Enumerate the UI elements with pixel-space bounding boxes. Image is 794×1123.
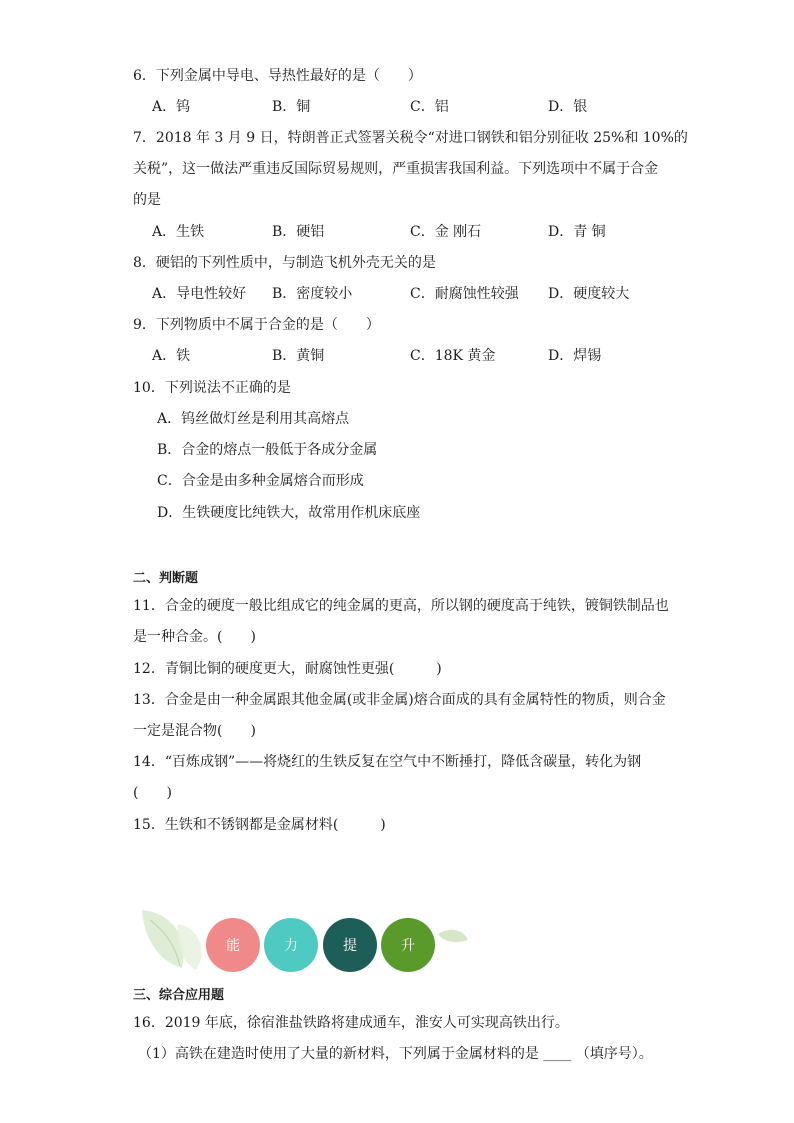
q16-sub1: （1）高铁在建造时使用了大量的新材料，下列属于金属材料的是 ____ （填序号）。 <box>138 1046 653 1062</box>
q10-option-a: A．钨丝做灯丝是利用其高熔点 <box>157 411 350 427</box>
q13-line1: 13．合金是由一种金属跟其他金属(或非金属)熔合面成的具有金属特性的物质，则合金 <box>133 692 666 708</box>
q9-option-b: B．黄铜 <box>272 348 325 364</box>
q10-option-d: D．生铁硬度比纯铁大，故常用作机床底座 <box>157 505 421 521</box>
banner-circle-2: 力 <box>264 918 318 972</box>
q6-option-d: D．银 <box>548 99 588 115</box>
q13-line2: 一定是混合物( ) <box>133 723 256 739</box>
q9-option-a: A．铁 <box>152 348 191 364</box>
q15: 15．生铁和不锈钢都是金属材料( ) <box>133 817 386 833</box>
q7-option-b: B．硬铝 <box>272 224 325 240</box>
banner-circle-4: 升 <box>381 918 435 972</box>
ability-banner <box>138 904 478 976</box>
q10-option-b: B．合金的熔点一般低于各成分金属 <box>157 442 378 458</box>
q8-option-b: B．密度较小 <box>272 286 353 302</box>
q8-option-d: D．硬度较大 <box>548 286 630 302</box>
q8-option-c: C．耐腐蚀性较强 <box>410 286 519 302</box>
q12: 12．青铜比铜的硬度更大，耐腐蚀性更强( ) <box>133 661 442 677</box>
q7-option-d: D．青 铜 <box>548 224 606 240</box>
q10-option-c: C．合金是由多种金属熔合而形成 <box>157 473 364 489</box>
q7-stem-line3: 的是 <box>133 192 161 208</box>
q6-option-a: A．钨 <box>152 99 191 115</box>
q8-option-a: A．导电性较好 <box>152 286 247 302</box>
q10-stem: 10．下列说法不正确的是 <box>133 380 291 396</box>
q7-option-a: A．生铁 <box>152 224 205 240</box>
q7-option-c: C．金 刚石 <box>410 224 482 240</box>
q11-line1: 11．合金的硬度一般比组成它的纯金属的更高，所以钢的硬度高于纯铁，镀铜铁制品也 <box>133 598 669 614</box>
q6-stem: 6．下列金属中导电、导热性最好的是（ ） <box>133 68 422 84</box>
q9-option-d: D．焊锡 <box>548 348 602 364</box>
q14-line2: ( ) <box>133 785 172 801</box>
q9-stem: 9．下列物质中不属于合金的是（ ） <box>133 317 380 333</box>
q16-stem: 16．2019 年底，徐宿淮盐铁路将建成通车，淮安人可实现高铁出行。 <box>133 1015 569 1031</box>
q7-stem-line1: 7．2018 年 3 月 9 日，特朗普正式签署关税令“对进口钢铁和铝分别征收 25%和 10%的 <box>133 130 688 146</box>
q6-option-b: B．铜 <box>272 99 311 115</box>
q7-stem-line2: 关税”，这一做法严重违反国际贸易规则，严重损害我国利益。下列选项中不属于合金 <box>133 161 659 177</box>
section-3-title: 三、综合应用题 <box>133 988 225 1003</box>
banner-circle-3: 提 <box>323 918 377 972</box>
banner-circle-1: 能 <box>206 918 260 972</box>
q8-stem: 8．硬铝的下列性质中，与制造飞机外壳无关的是 <box>133 255 436 271</box>
q11-line2: 是一种合金。( ) <box>133 629 256 645</box>
q9-option-c: C．18K 黄金 <box>410 348 496 364</box>
q6-option-c: C．铝 <box>410 99 449 115</box>
q14-line1: 14．“百炼成钢”——将烧红的生铁反复在空气中不断捶打，降低含碳量，转化为钢 <box>133 754 642 770</box>
section-2-title: 二、判断题 <box>133 571 199 586</box>
